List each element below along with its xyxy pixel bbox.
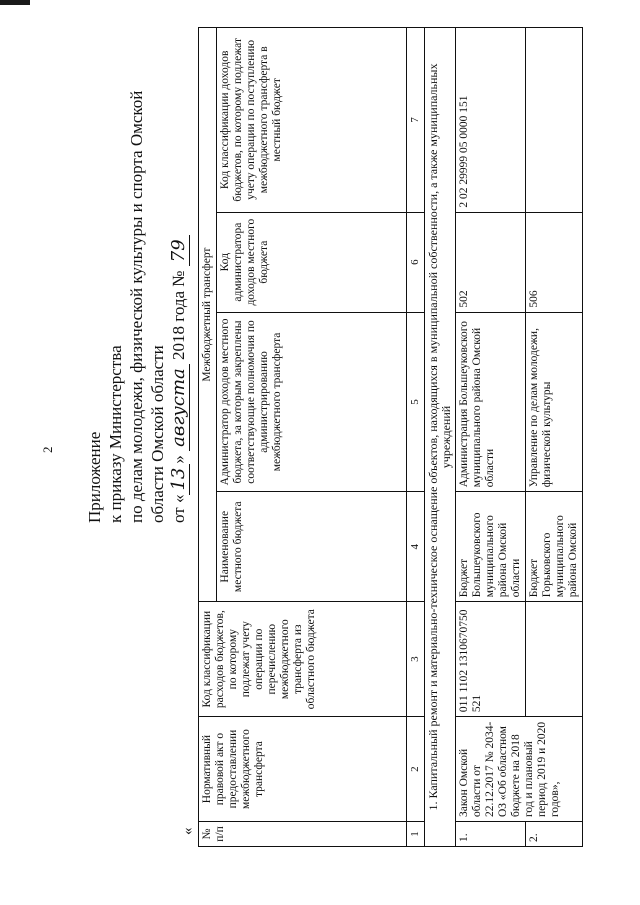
- expense-code: 011 1102 1310670750 521: [456, 602, 526, 717]
- header-line-3: по делам молодежи, физической культуры и спорта Омской: [127, 90, 146, 523]
- column-number: 4: [407, 492, 425, 602]
- header-transfer-group: Межбюджетный трансферт: [199, 28, 217, 602]
- open-quote: «: [180, 827, 196, 835]
- date-mid: »: [169, 455, 188, 464]
- column-number-row: [407, 28, 425, 847]
- table-row: [456, 28, 526, 847]
- header-admin-code: Код администратора доходов местного бюджета: [217, 212, 407, 312]
- header-administrator: Администратор доходов местного бюджета, за которым закреплены соответствующие полномочия по администрированию межбюджетного трансферта: [217, 312, 407, 492]
- header-local-budget: Наименование местного бюджета: [217, 492, 407, 602]
- column-number: 5: [407, 312, 425, 492]
- header-line-2: к приказу Министерства: [106, 345, 125, 523]
- section-row: [425, 28, 456, 847]
- header-legal-act: Нормативный правовой акт о предоставлении межбюджетного трансферта: [199, 717, 407, 822]
- header-expense-code: Код классификации расходов бюджетов, по которому подлежат учету операции по перечислению межбюджетного трансферта из областного бюджета: [199, 602, 407, 717]
- column-number: 3: [407, 602, 425, 717]
- order-number: 79: [168, 235, 190, 266]
- income-code: 2 02 29999 05 0000 151: [456, 28, 526, 213]
- income-code: [526, 28, 583, 213]
- header-income-code: Код классификации доходов бюджетов, по которому подлежат учету операции по поступлению межбюджетного трансферта в местный бюджет: [217, 28, 407, 213]
- expense-code: [526, 602, 583, 717]
- header-line-1: Приложение: [85, 431, 104, 523]
- row-number: 2.: [526, 822, 583, 847]
- date-prefix: от «: [169, 494, 188, 523]
- administrator-code: 502: [456, 212, 526, 312]
- section-title: 1. Капитальный ремонт и материально-техническое оснащение объектов, находящихся в муниципальной собственности, а также муниципальных учреждений: [425, 28, 456, 847]
- local-budget-name: Бюджет Горьковского муниципального района Омской: [526, 492, 583, 602]
- header-line-4: области Омской области: [148, 345, 167, 523]
- administrator-name: Управление по делам молодежи, физической культуры: [526, 312, 583, 492]
- column-number: 2: [407, 717, 425, 822]
- date-year: 2018 года №: [169, 270, 188, 360]
- page-number: 2: [40, 446, 55, 453]
- appendix-header: [84, 3, 189, 523]
- date-day: 13: [168, 464, 190, 495]
- administrator-code: 506: [526, 212, 583, 312]
- column-number: 1: [407, 822, 425, 847]
- legal-act-text: Закон Омской области от 22.12.2017 № 2034-ОЗ «Об областном бюджете на 2018 год и плановый период 2019 и 2020 годов»,: [456, 717, 583, 822]
- administrator-name: Администрация Большеуковского муниципального района Омской области: [456, 312, 526, 492]
- header-number: № п/п: [199, 822, 407, 847]
- column-number: 6: [407, 212, 425, 312]
- local-budget-name: Бюджет Большеуковского муниципального района Омской области: [456, 492, 526, 602]
- column-number: 7: [407, 28, 425, 213]
- date-month: августа: [168, 364, 190, 451]
- row-number: 1.: [456, 822, 526, 847]
- table-header-row-1: [199, 28, 217, 847]
- order-date-line: [168, 3, 189, 523]
- transfer-table: [198, 27, 583, 847]
